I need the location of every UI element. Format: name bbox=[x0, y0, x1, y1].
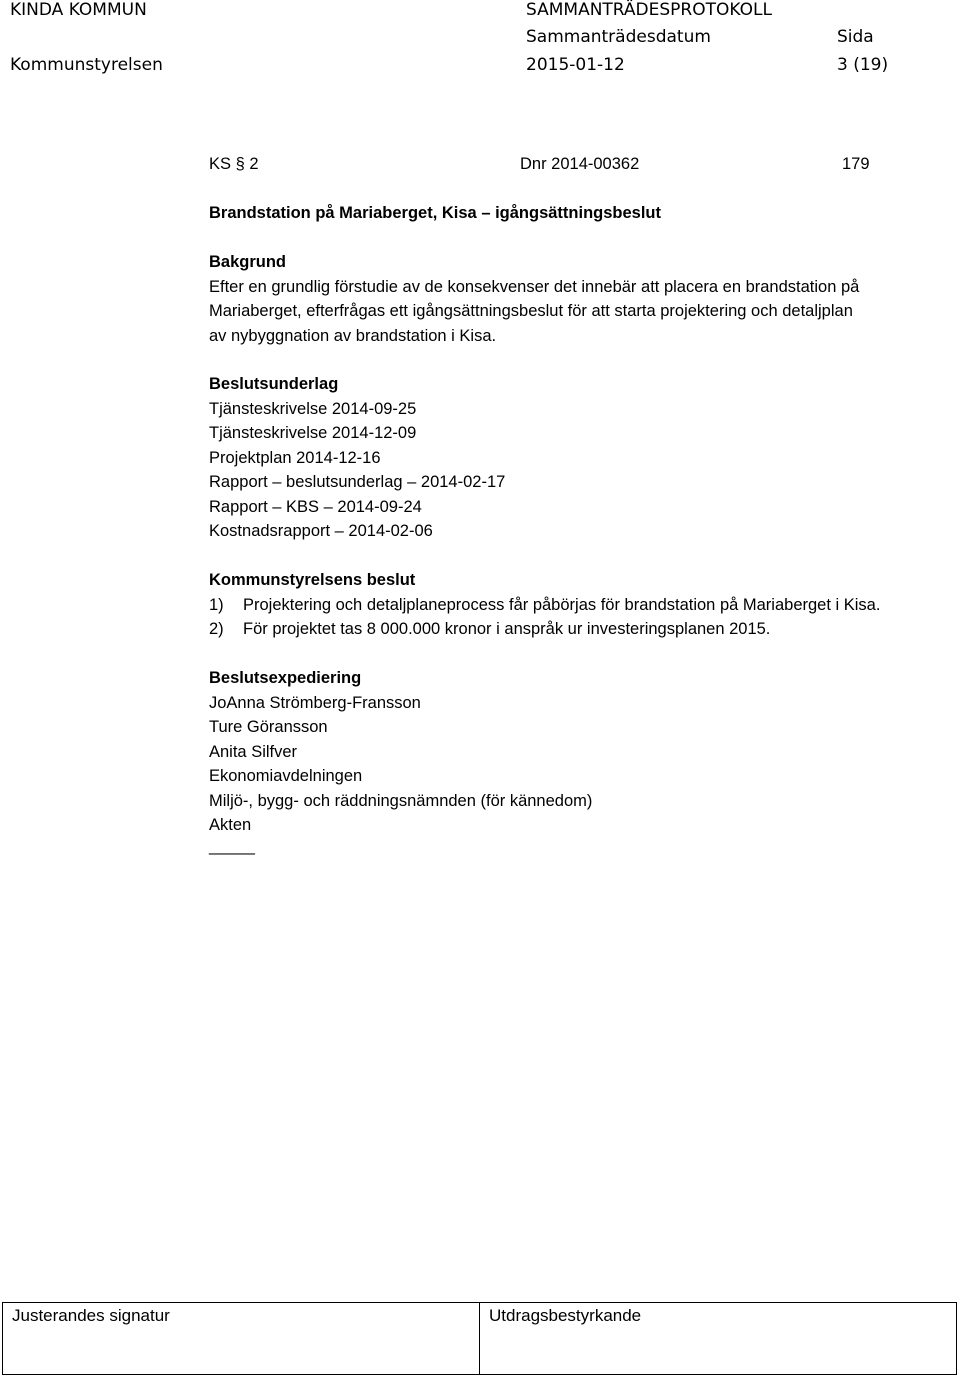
body-name: Kommunstyrelsen bbox=[10, 55, 163, 75]
basis-item: Rapport – KBS – 2014-09-24 bbox=[209, 497, 422, 516]
decision-item-number: 1) bbox=[209, 595, 224, 614]
decision-heading: Kommunstyrelsens beslut bbox=[209, 571, 416, 589]
dispatch-heading: Beslutsexpediering bbox=[209, 669, 362, 687]
meeting-date: 2015-01-12 bbox=[526, 55, 625, 75]
basis-item: Rapport – beslutsunderlag – 2014-02-17 bbox=[209, 473, 506, 491]
dispatch-section bbox=[209, 666, 592, 858]
background-line: av nybyggnation av brandstation i Kisa. bbox=[209, 326, 497, 345]
basis-item: Projektplan 2014-12-16 bbox=[209, 448, 381, 467]
background-heading: Bakgrund bbox=[209, 253, 287, 271]
extract-cell bbox=[479, 1303, 956, 1374]
signature-cell bbox=[3, 1303, 479, 1374]
date-label: Sammanträdesdatum bbox=[526, 27, 711, 47]
dispatch-item: Ekonomiavdelningen bbox=[209, 767, 363, 785]
page-label: Sida bbox=[837, 27, 874, 47]
basis-item: Tjänsteskrivelse 2014-09-25 bbox=[209, 399, 417, 418]
dispatch-item: Anita Silfver bbox=[209, 742, 298, 761]
page-number: 3 (19) bbox=[837, 55, 889, 75]
signature-table bbox=[2, 1302, 957, 1375]
signature-label: Justerandes signatur bbox=[12, 1306, 170, 1325]
dispatch-item: Ture Göransson bbox=[209, 718, 328, 736]
basis-item: Tjänsteskrivelse 2014-12-09 bbox=[209, 424, 417, 442]
decision-section bbox=[209, 568, 880, 642]
decision-item bbox=[209, 593, 880, 618]
basis-section bbox=[209, 372, 505, 544]
decision-item bbox=[209, 617, 880, 642]
background-line: Efter en grundlig förstudie av de konsekvenser det innebär att placera en brandstation på bbox=[209, 277, 860, 296]
dispatch-item: Akten bbox=[209, 816, 252, 834]
case-number: 179 bbox=[842, 155, 870, 173]
dispatch-item: Miljö-, bygg- och räddningsnämnden (för kännedom) bbox=[209, 791, 593, 810]
extract-label: Utdragsbestyrkande bbox=[489, 1306, 642, 1325]
basis-heading: Beslutsunderlag bbox=[209, 375, 339, 393]
background-section bbox=[209, 250, 859, 348]
decision-item-text: För projektet tas 8 000.000 kronor i anspråk ur investeringsplanen 2015. bbox=[243, 620, 771, 638]
basis-item: Kostnadsrapport – 2014-02-06 bbox=[209, 522, 433, 540]
org-name: KINDA KOMMUN bbox=[10, 0, 147, 20]
background-line: Mariaberget, efterfrågas ett igångsättningsbeslut för att starta projektering och detaljplan bbox=[209, 302, 853, 320]
case-dnr: Dnr 2014-00362 bbox=[520, 155, 640, 173]
end-mark: _____ bbox=[209, 836, 255, 855]
decision-item-text: Projektering och detaljplaneprocess får påbörjas för brandstation på Mariaberget i Kisa. bbox=[243, 595, 881, 614]
case-ks: KS § 2 bbox=[209, 155, 259, 173]
doc-type: SAMMANTRÄDESPROTOKOLL bbox=[526, 0, 772, 20]
decision-item-number: 2) bbox=[209, 620, 224, 638]
case-title: Brandstation på Mariaberget, Kisa – igångsättningsbeslut bbox=[209, 204, 662, 222]
dispatch-item: JoAnna Strömberg-Fransson bbox=[209, 693, 421, 712]
